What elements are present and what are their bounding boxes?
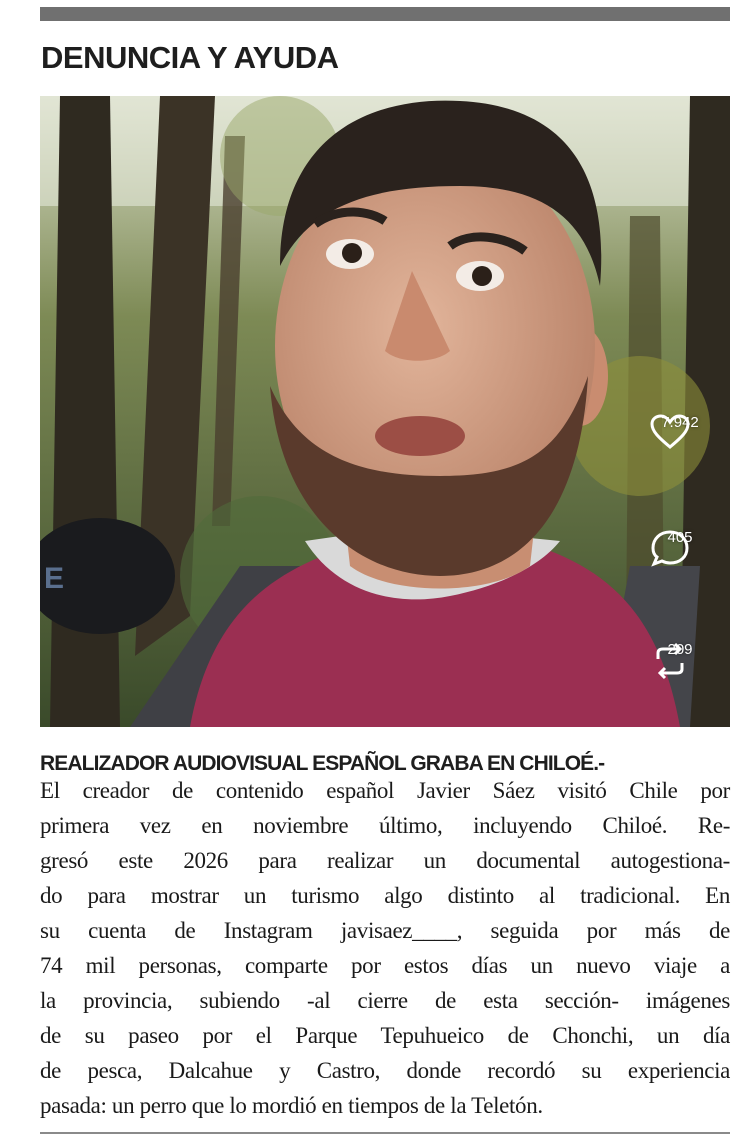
repost-action[interactable]	[650, 641, 710, 658]
comment-action[interactable]	[650, 529, 710, 546]
likes-count: 7.942	[661, 414, 699, 431]
body-line: primera vez en noviembre último, incluyendo Chiloé. Re-	[40, 813, 730, 838]
body-line: pasada: un perro que lo mordió en tiempos de la Teletón.	[40, 1093, 543, 1118]
body-line: su cuenta de Instagram javisaez____, seguida por más de	[40, 918, 730, 943]
body-line: El creador de contenido español Javier Sáez visitó Chile por	[40, 778, 730, 803]
top-rule	[40, 7, 730, 21]
comments-count: 405	[667, 529, 693, 546]
comment-icon	[650, 529, 690, 567]
photo-scene	[40, 96, 730, 727]
section-title: DENUNCIA Y AYUDA	[41, 40, 339, 75]
shares-count: 209	[667, 641, 693, 658]
article-headline: REALIZADOR AUDIOVISUAL ESPAÑOL GRABA EN CHILOÉ.-	[40, 752, 605, 775]
bottom-rule	[40, 1132, 730, 1134]
repost-icon	[650, 641, 690, 681]
body-line: 74 mil personas, comparte por estos días un nuevo viaje a	[40, 953, 730, 978]
body-line: de su paseo por el Parque Tepuhueico de Chonchi, un día	[40, 1023, 730, 1048]
like-action[interactable]	[650, 414, 710, 431]
mic-letter: E	[44, 562, 65, 595]
body-line: gresó este 2026 para realizar un documental autogestiona-	[40, 848, 730, 873]
article-photo	[40, 96, 730, 727]
heart-icon	[650, 414, 690, 450]
body-line: do para mostrar un turismo algo distinto al tradicional. En	[40, 883, 730, 908]
body-line: la provincia, subiendo -al cierre de esta sección- imágenes	[40, 988, 730, 1013]
body-line: de pesca, Dalcahue y Castro, donde recordó su experiencia	[40, 1058, 730, 1083]
